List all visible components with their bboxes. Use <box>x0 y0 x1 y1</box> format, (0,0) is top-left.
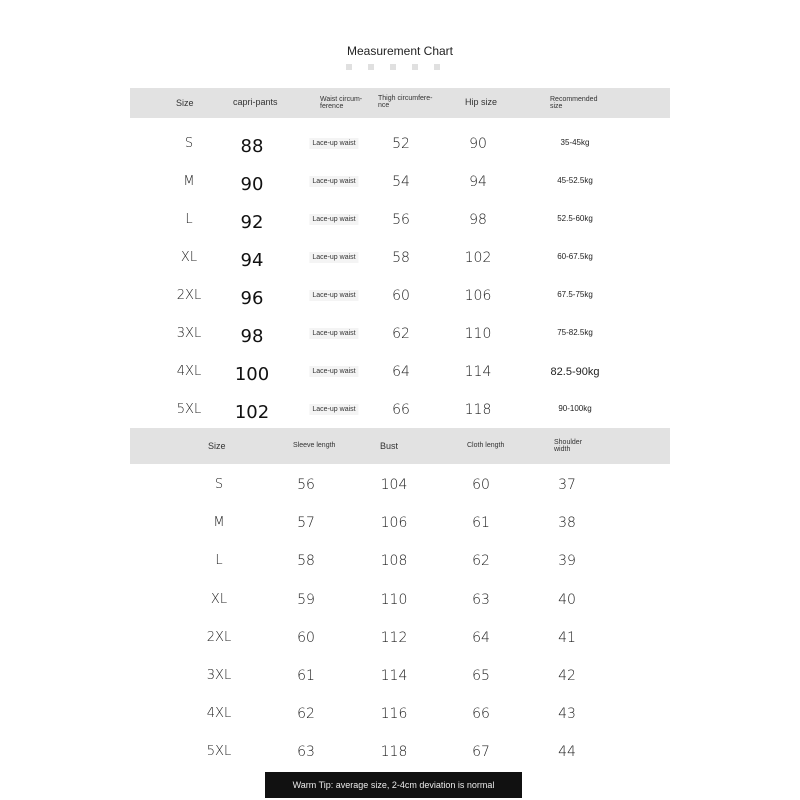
top-bust-cell: 118 <box>380 744 408 761</box>
top-bust-cell: 110 <box>380 591 408 608</box>
top-sleeve-cell: 60 <box>297 629 315 646</box>
title-watermark <box>346 64 454 70</box>
header-capri-pants: capri-pants <box>233 97 278 107</box>
top-bust-cell: 114 <box>380 668 408 684</box>
top-cloth-cell: 63 <box>472 591 490 608</box>
top-shoulder-cell: 37 <box>558 477 576 493</box>
top-shoulder-cell: 41 <box>558 629 576 646</box>
pants-waist-cell: Lace-up waist <box>309 252 358 263</box>
pants-capri-cell: 96 <box>240 288 264 309</box>
pants-waist-cell: Lace-up waist <box>309 176 358 187</box>
pants-recommended-cell: 35-45kg <box>560 138 590 147</box>
top-size-cell: 3XL <box>206 668 232 683</box>
top-size-cell: 2XL <box>206 629 232 645</box>
pants-capri-cell: 94 <box>240 250 264 271</box>
pants-recommended-cell: 45-52.5kg <box>557 176 593 185</box>
pants-thigh-cell: 54 <box>392 174 410 190</box>
pants-table-header <box>130 88 670 118</box>
top-size-cell: S <box>214 477 224 492</box>
pants-recommended-cell: 82.5-90kg <box>550 366 600 378</box>
pants-thigh-cell: 58 <box>392 250 410 266</box>
pants-thigh-cell: 52 <box>392 136 410 152</box>
top-size-cell: 4XL <box>206 706 232 722</box>
top-sleeve-cell: 56 <box>297 477 315 493</box>
header-recommended: Recommended size <box>550 96 598 110</box>
header-waist: Waist circum-ference <box>320 96 363 110</box>
header-size-2: Size <box>208 441 226 451</box>
pants-recommended-cell: 75-82.5kg <box>557 328 593 337</box>
pants-recommended-cell: 90-100kg <box>558 404 592 413</box>
top-bust-cell: 104 <box>380 477 408 493</box>
pants-size-cell: 3XL <box>176 326 202 341</box>
top-sleeve-cell: 63 <box>297 744 315 761</box>
pants-hip-cell: 118 <box>464 402 492 418</box>
pants-capri-cell: 92 <box>240 212 264 233</box>
pants-waist-cell: Lace-up waist <box>309 328 358 339</box>
pants-size-cell: S <box>184 136 194 151</box>
top-cloth-cell: 62 <box>472 553 490 570</box>
top-sleeve-cell: 62 <box>297 706 315 723</box>
pants-recommended-cell: 60-67.5kg <box>557 252 593 261</box>
header-sleeve: Sleeve length <box>293 442 336 449</box>
pants-capri-cell: 98 <box>240 326 264 347</box>
top-bust-cell: 116 <box>380 706 408 723</box>
top-bust-cell: 108 <box>380 553 408 570</box>
top-bust-cell: 106 <box>380 515 408 532</box>
pants-capri-cell: 102 <box>234 402 270 423</box>
header-size: Size <box>176 98 194 108</box>
chart-title: Measurement Chart <box>346 44 454 58</box>
pants-capri-cell: 100 <box>234 364 270 385</box>
top-bust-cell: 112 <box>380 629 408 646</box>
header-hip: Hip size <box>465 97 498 107</box>
top-sleeve-cell: 58 <box>297 553 315 570</box>
pants-capri-cell: 88 <box>240 136 264 157</box>
header-bust: Bust <box>380 441 399 451</box>
pants-recommended-cell: 52.5-60kg <box>557 214 593 223</box>
top-cloth-cell: 64 <box>472 629 490 646</box>
pants-waist-cell: Lace-up waist <box>309 366 358 377</box>
top-shoulder-cell: 42 <box>558 668 576 684</box>
pants-hip-cell: 94 <box>469 174 487 190</box>
pants-hip-cell: 110 <box>464 326 492 342</box>
header-shoulder: Shoulder width <box>554 439 583 453</box>
top-shoulder-cell: 40 <box>558 591 576 608</box>
pants-size-cell: 4XL <box>176 364 202 379</box>
pants-size-cell: 5XL <box>176 402 202 417</box>
pants-thigh-cell: 56 <box>392 212 410 228</box>
top-cloth-cell: 65 <box>472 668 490 684</box>
header-thigh: Thigh circumfere-nce <box>378 95 433 109</box>
pants-hip-cell: 98 <box>469 212 487 228</box>
warm-tip-note: Warm Tip: average size, 2-4cm deviation is normal <box>265 772 522 798</box>
pants-thigh-cell: 64 <box>392 364 410 380</box>
top-cloth-cell: 60 <box>472 477 490 493</box>
pants-hip-cell: 102 <box>464 250 492 266</box>
pants-size-cell: 2XL <box>176 288 202 303</box>
top-cloth-cell: 66 <box>472 706 490 723</box>
pants-size-cell: L <box>185 212 193 227</box>
pants-hip-cell: 106 <box>464 288 492 304</box>
top-sleeve-cell: 61 <box>297 668 315 684</box>
top-shoulder-cell: 43 <box>558 706 576 723</box>
pants-size-cell: XL <box>180 250 198 265</box>
top-shoulder-cell: 44 <box>558 744 576 761</box>
top-cloth-cell: 61 <box>472 515 490 532</box>
pants-thigh-cell: 60 <box>392 288 410 304</box>
header-cloth: Cloth length <box>467 442 505 449</box>
top-size-cell: 5XL <box>206 744 232 760</box>
top-size-cell: L <box>215 553 223 569</box>
pants-waist-cell: Lace-up waist <box>309 404 358 415</box>
pants-hip-cell: 114 <box>464 364 492 380</box>
pants-waist-cell: Lace-up waist <box>309 214 358 225</box>
top-shoulder-cell: 39 <box>558 553 576 570</box>
top-shoulder-cell: 38 <box>558 515 576 532</box>
top-sleeve-cell: 57 <box>297 515 315 532</box>
pants-size-cell: M <box>183 174 195 189</box>
pants-recommended-cell: 67.5-75kg <box>557 290 593 299</box>
pants-thigh-cell: 66 <box>392 402 410 418</box>
pants-thigh-cell: 62 <box>392 326 410 342</box>
pants-capri-cell: 90 <box>240 174 264 195</box>
pants-waist-cell: Lace-up waist <box>309 290 358 301</box>
top-size-cell: M <box>213 515 225 531</box>
pants-waist-cell: Lace-up waist <box>309 138 358 149</box>
top-cloth-cell: 67 <box>472 744 490 761</box>
pants-hip-cell: 90 <box>469 136 487 152</box>
top-size-cell: XL <box>210 591 228 607</box>
top-sleeve-cell: 59 <box>297 591 315 608</box>
top-table-header <box>130 428 670 464</box>
